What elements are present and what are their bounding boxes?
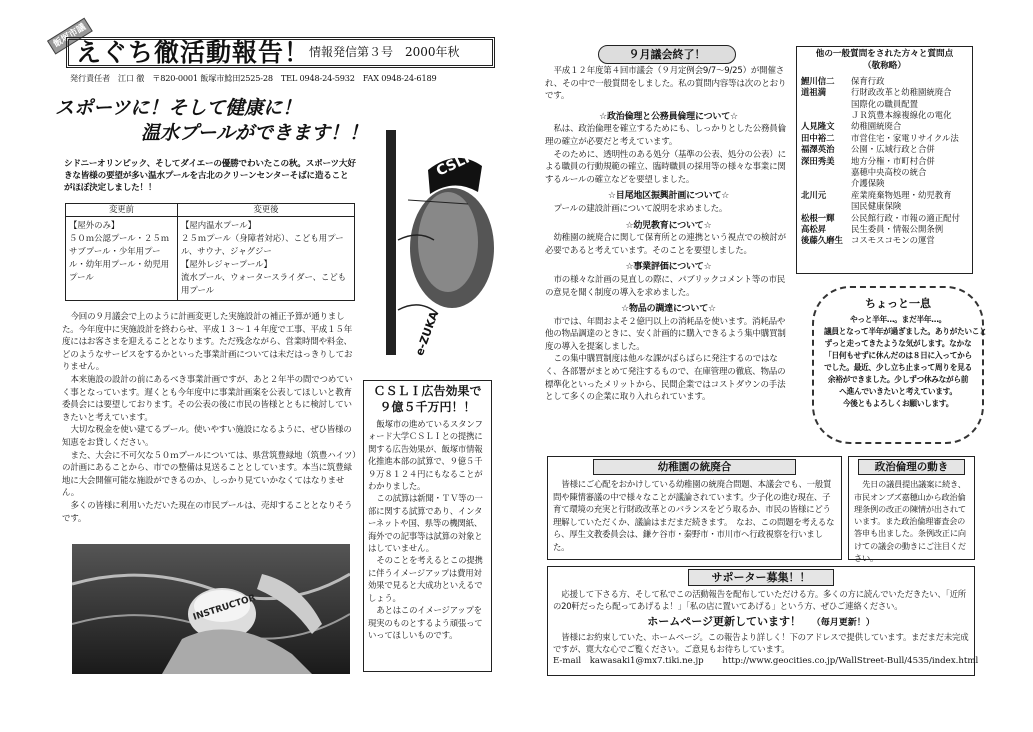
- rest-line: 今後ともよろしくお願いします。: [842, 399, 954, 409]
- table-header: 変更前: [66, 204, 178, 217]
- questioner-topic: 公園・広域行政と合併: [851, 144, 935, 155]
- questioners-box: [796, 46, 973, 274]
- table-line: 【屋外レジャープール】: [181, 258, 272, 269]
- table-cell-before: [66, 216, 178, 300]
- questioner-name: 人見隆文: [801, 121, 835, 132]
- csli-ad-box: [363, 380, 492, 672]
- rest-heading: ちょっと一息: [865, 297, 931, 310]
- csli-ad-paragraph: あとはこのイメージアップを現実のものとするよう頑張っていってほしいものです。: [368, 605, 483, 640]
- kindergarten-box: [547, 456, 842, 560]
- masthead-title: えぐち徹活動報告！: [76, 38, 311, 67]
- questioners-note: （敬称略）: [863, 60, 906, 71]
- questioner-topic: 市営住宅・家電リサイクル法: [851, 132, 959, 143]
- csli-logo-text: CSLI: [433, 150, 473, 180]
- questioner-row: [801, 156, 968, 190]
- council-intro: 平成１２年度第４回市議会（９月定例会9/7～9/25）が開催され、その中で一般質問をしました。私の質問内容等は次のとおりです。: [545, 66, 787, 102]
- questioner-row: [801, 76, 968, 87]
- pool-paragraph: 今回の９月議会で上のように計画変更した実施設計の補正予算が通りました。今年度中に実施設計を終わらせ、平成１３～１４年度で工事、平成１５年度にはお客さまを迎えることとなります。ただ残念ながら、営業時間や料金、どのようなサービスをするかといった事業計画については未だはっきりしておりません。: [62, 312, 353, 373]
- topic-paragraph: この集中購買制度は他ルな課がばらばらに発注するのではなく、各部署がまとめて発注するもので、在庫管理の徹底、物品の標準化といったメリットから、民間企業ではコストダウンの手法として多くの企業に取り入れられています。: [545, 354, 786, 403]
- topic-paragraph: 私は、政治倫理を確立するためにも、しっかりとした公務員倫理の確立が必要だと考えています。: [545, 124, 786, 147]
- homepage-url-link[interactable]: http://www.geocities.co.jp/WallStreet-Bull/4535/index.html: [722, 656, 979, 667]
- swimmer-photo: [72, 544, 350, 674]
- questioner-topic: 産業廃棄物処理・幼児教育: [851, 189, 952, 200]
- rest-line: へ進んでいきたいと考えています。: [839, 387, 957, 397]
- questioner-topic: 幼稚園統廃合: [851, 121, 902, 132]
- questioner-name: 後藤久磨生: [801, 235, 843, 246]
- topic-paragraph: 幼稚園の統廃合に関して保育所との連携という視点での検討が必要であると考えています。そのことを要望しました。: [545, 233, 786, 256]
- questioner-row: [801, 133, 968, 144]
- topic-title: ☆物品の調達について☆: [621, 304, 716, 315]
- questioner-topic: ＪＲ筑豊本線複線化の電化: [851, 109, 952, 120]
- rest-line: でした。最近、少し立ち止まって周りを見る: [824, 363, 972, 373]
- table-line: ２５ｍプール（身障者対応）、こども用プール、サウナ、ジャグジー: [181, 232, 344, 256]
- questioner-row: [801, 144, 968, 155]
- rest-line: 「日何もせずに休んだのは８日に入ってから: [824, 351, 972, 361]
- ethics-box: [848, 456, 975, 563]
- questioners-list: [801, 76, 968, 247]
- masthead-info: 発行責任者 江口 徹 〒820-0001 飯塚市鯰田2525-28 TEL 0948-24-5932 FAX 0948-24-6189: [70, 73, 437, 83]
- pool-headline: [55, 96, 375, 146]
- topic-title: ☆政治倫理と公務員倫理について☆: [599, 111, 738, 122]
- masthead-subtitle: 情報発信第３号 2000年秋: [309, 45, 460, 59]
- pool-body: [62, 311, 357, 525]
- questioner-topic: 公民館行政・市報の適正配付: [851, 212, 960, 223]
- questioner-name: 松根一輝: [801, 212, 835, 223]
- ethics-text: 先日の議員提出議案に続き、市民オンブズ嘉穂山から政治倫理条例の改正の陳情が出されています。また政治倫理審査会の答申も出ました。条例改正に向けての議会の動きにご注目ください。: [854, 479, 966, 563]
- table-cell-after: [178, 216, 355, 300]
- topic-paragraph: 市では、年間およそ２億円以上の消耗品を使います。消耗品や他の物品調達のときに、安く計画的に購入できるよう集中購買制度の導入を提案しました。: [545, 316, 786, 352]
- questioner-name: 深田秀美: [801, 155, 835, 166]
- questioner-topic: 保育行政: [851, 75, 885, 86]
- topic-paragraph: そのために、透明性のある処分（基準の公表、処分の公表）による職員の行動規範の確立、臨時職員の採用等の様々な事業に関するルールの確立などを要望しました。: [545, 149, 786, 185]
- masthead-badge: 飯塚市議: [47, 18, 93, 55]
- rest-text: [824, 314, 987, 410]
- kindergarten-heading: 幼稚園の統廃合: [593, 459, 796, 475]
- questioner-topic: 嘉穂中央高校の統合: [851, 166, 927, 177]
- questioner-name: 道祖満: [801, 87, 827, 98]
- pool-lead: シドニーオリンピック、そしてダイエーの優勝でわいたこの秋。スポーツ大好きな皆様の要望が多い温水プールを古北のクリーンセンターそばに造ることがほぼ決定しました！！: [64, 159, 356, 193]
- csli-ad-paragraph: そのことを考えるとこの提携に伴うイメージアップは費用対効果で見ると大成功といえるでしょう。: [368, 555, 483, 603]
- homepage-heading: ホームページ更新しています！: [647, 615, 802, 629]
- topic-paragraph: 市の様々な計画の見直しの際に、パブリックコメント等の市民の意見を聞く制度の導入を求めました。: [545, 274, 786, 298]
- questioner-row: [801, 87, 968, 121]
- kindergarten-text: 皆様にご心配をおかけしている幼稚園の統廃合問題、本議会でも、一般質問や陳情審議の中で様々なことが議論されています。少子化の進む現在、子育て環境の充実と行財政改革とのバランスをどう取るか、市民の皆様にどう理解していただくか、議論はまだまだ続きます。 なお、この問題を考えるなら、厚生文教委員会は、鎌ケ谷市・秦野市・市川市へ行政視察を行いました。: [553, 479, 835, 552]
- rest-line: 議員となって半年が過ぎました。ありがたいこと: [824, 327, 987, 337]
- questioner-name: 鯉川信二: [801, 75, 835, 86]
- supporter-heading: サポーター募集！！: [688, 569, 834, 586]
- questioner-row: [801, 121, 968, 132]
- homepage-email-link[interactable]: E-mail kawasaki1@mx7.tiki.ne.jp: [553, 656, 704, 667]
- pool-change-table: [65, 203, 355, 301]
- csli-ad-paragraph: 飯塚市の進めているスタンフォード大学ＣＳＬＩとの提携に関する広告効果が、飯塚市情報化推進本部の試算で、９億５千９万８１２４円にもなることがわかりました。: [368, 419, 483, 492]
- csli-logo: [378, 130, 496, 360]
- questioner-row: [801, 224, 968, 235]
- questioner-topic: 介護保険: [851, 178, 885, 189]
- questioner-row: [801, 213, 968, 224]
- questioner-topic: 民生委員・情報公開条例: [851, 224, 944, 234]
- supporter-box: [547, 566, 979, 676]
- questioner-row: [801, 190, 968, 213]
- pool-headline-line2: 温水プールができます！！: [141, 122, 369, 144]
- questioner-name: 高松昇: [801, 224, 827, 234]
- topic-paragraph: プールの建設計画について説明を求めました。: [553, 203, 728, 214]
- pool-paragraph: 多くの皆様に利用いただいた現在の市民プールは、売却することとなりそうです。: [62, 500, 353, 524]
- table-line: 【屋内温水プール】: [181, 219, 256, 230]
- table-line: ５０ｍ公認プール・２５ｍサブプール・少年用プール・幼年用プール・幼児用プール: [69, 232, 170, 282]
- table-header: 変更後: [178, 204, 355, 217]
- questioner-topic: 行財政改革と幼稚園統廃合: [851, 87, 952, 98]
- csli-ad-paragraph: この試算は新聞・ＴＶ等の一部に関する試算であり、インターネットや国、県等の機関紙、海外での記事等は試算の対象とはしていません。: [368, 493, 483, 554]
- topic-title: ☆幼児教育について☆: [625, 220, 712, 231]
- questioner-name: 田中裕二: [801, 132, 835, 143]
- pool-headline-line1: スポーツに！そして健康に！: [55, 97, 302, 119]
- questioner-row: [801, 235, 968, 246]
- csli-logo-sub: e-ZUKA: [412, 309, 441, 358]
- rest-line: ずっと走ってきたような気がします。なかな: [824, 339, 972, 349]
- homepage-note: （毎月更新！）: [811, 618, 875, 629]
- rest-box: [812, 286, 987, 444]
- topic-title: ☆事業評価について☆: [625, 262, 712, 273]
- rest-line: 余裕ができました。少しずつ休みながら前: [827, 375, 969, 385]
- pool-paragraph: また、大会に不可欠な５０ｍプールについては、県営筑豊緑地（筑豊ハイツ）の計画にあることから、市での整備は見送ることとしています。本当に筑豊緑地に大会開催可能な施設ができるのか、しっかり見ていかなくてはなりません。: [62, 450, 357, 499]
- table-line: 流水プール、ウォータースライダー、こども用プール: [181, 271, 347, 295]
- questioner-name: 北川元: [801, 189, 827, 200]
- questioner-topic: 地方分権・市町村合併: [851, 155, 935, 166]
- swim-cap-text: INSTRUCTOR: [191, 593, 257, 623]
- council-section: [545, 65, 792, 404]
- masthead: [51, 22, 495, 88]
- homepage-text: 皆様にお約束していた、ホームページ。この報告より詳しく！下のアドレスで提供しています。まだまだ未完成ですが、寛大な心でご覧ください。ご意見もお待ちしています。: [553, 632, 969, 655]
- questioner-topic: 国際化の職員配置: [851, 98, 918, 109]
- questioner-name: 福澤英治: [801, 144, 835, 155]
- topic-title: ☆目尾地区振興計画について☆: [607, 191, 730, 202]
- ethics-heading: 政治倫理の動き: [858, 459, 965, 475]
- questioner-topic: 国民健康保険: [851, 201, 902, 212]
- supporter-text: 応援して下さる方、そして私でこの活動報告を配布していただける方。多くの方に読んでいただきたい、「近所の20軒だったら配ってあげるよ！」「私の店に置いてあげる」という方、ぜひご連絡ください。: [553, 589, 966, 612]
- questioners-heading: 他の一般質問をされた方々と質問点: [815, 49, 954, 59]
- rest-line: やっと半年…。まだ半年…。: [849, 315, 947, 325]
- csli-ad-heading1: ＣＳＬＩ広告効果で: [373, 384, 482, 398]
- table-line: 【屋外のみ】: [69, 219, 120, 230]
- csli-ad-heading2: ９億５千万円！！: [379, 400, 476, 414]
- questioner-topic: コスモスコモンの運営: [851, 235, 935, 246]
- council-heading: ９月議会終了！: [598, 45, 736, 64]
- pool-paragraph: 本来施設の設計の前にあるべき事業計画ですが、あと２年半の間でつめていく事となっています。遅くとも今年度中に事業計画案を公表してほしいと教育委員会には要望しております。その公表の後に市民の皆様とともに検討していきたいと考えています。: [62, 374, 353, 423]
- pool-paragraph: 大切な税金を使い建てるプール。使いやすい施設になるように、ぜひ皆様の知恵をお貸しください。: [62, 425, 352, 448]
